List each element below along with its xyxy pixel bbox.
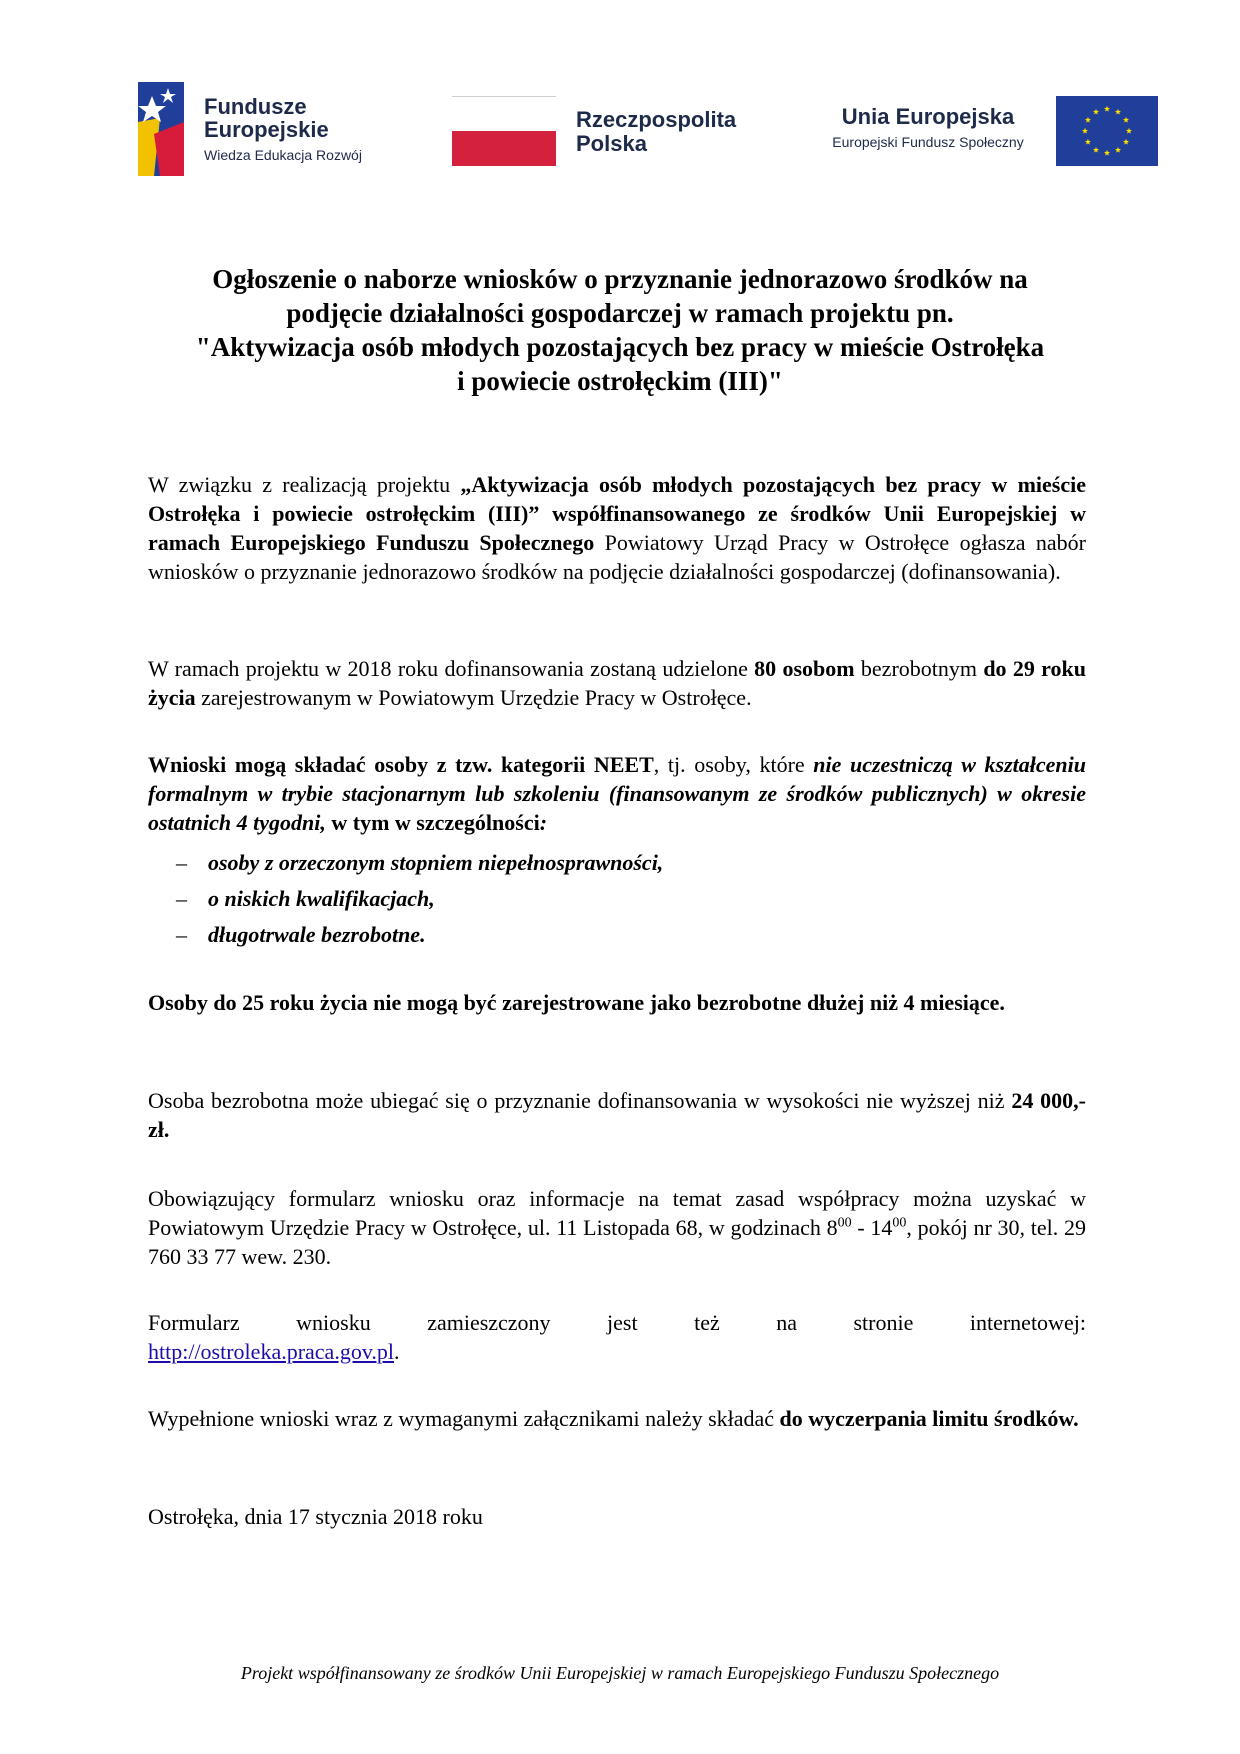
p7-word: na <box>776 1310 797 1335</box>
p7-word: też <box>694 1310 720 1335</box>
polish-flag-icon <box>452 96 556 166</box>
rzeczpospolita-logo-text <box>576 108 736 156</box>
p7-word: internetowej: <box>969 1310 1086 1335</box>
p7-word: Formularz <box>148 1310 240 1335</box>
fundusze-europejskie-logo <box>138 82 398 176</box>
dash-bullet: – <box>176 886 187 911</box>
paragraph-amount <box>148 1086 1086 1144</box>
p2-text-c: bezrobotnym <box>854 656 984 681</box>
unia-europejska-logo-text <box>820 104 1036 154</box>
p7-after: . <box>394 1339 400 1364</box>
p8-limit: do wyczerpania limitu środków. <box>779 1406 1079 1431</box>
eu-flag-icon <box>1056 96 1158 166</box>
rp-line2: Polska <box>576 131 647 156</box>
fundusze-tagline: Wiedza Edukacja Rozwój <box>204 147 362 163</box>
p4-text: Osoby do 25 roku życia nie mogą być zarejestrowane jako bezrobotne dłużej niż 4 miesiące. <box>148 990 1005 1015</box>
p3-text-a: Wnioski mogą składać osoby z tzw. kategorii NEET <box>148 752 654 777</box>
paragraph-submission <box>148 1404 1086 1433</box>
dash-bullet: – <box>176 922 187 947</box>
p5-amount: 24 000,- zł. <box>148 1088 1087 1142</box>
p6-text-a: Obowiązujący formularz wniosku oraz informacje na temat zasad współpracy można uzyskać w Powiatowym Urzędzie Pracy w Ostrołęce, ul. 11 Listopada 68, w godzinach 8 <box>148 1186 1086 1240</box>
p1-project-name: „Aktywizacja osób młodych pozostających bez pracy w mieście Ostrołęka i powiecie ostrołęckim (III)” współfinansowanego ze środków Unii Europejskiej w ramach Europejskiego Funduszu Społecznego <box>148 472 1086 555</box>
p2-count: 80 osobom <box>754 656 855 681</box>
p6-sup-2: 00 <box>892 1215 907 1231</box>
dash-bullet: – <box>176 850 187 875</box>
rp-line1: Rzeczpospolita <box>576 107 737 132</box>
p5-text-a: Osoba bezrobotna może ubiegać się o przyznanie dofinansowania w wysokości nie wyższej niż <box>148 1088 1012 1113</box>
fundusze-line: Fundusze <box>204 94 307 119</box>
p3-colon: : <box>539 810 548 835</box>
p7-word: stronie <box>853 1310 914 1335</box>
flag-red-stripe <box>452 131 556 166</box>
p7-spread-line <box>148 1308 1086 1337</box>
logo-bar <box>0 0 1240 200</box>
p1-text-a: W związku z realizacją projektu <box>148 472 461 497</box>
europejskie-line: Europejskie <box>204 117 329 142</box>
p7-word: wniosku <box>296 1310 371 1335</box>
p7-word: jest <box>607 1310 638 1335</box>
paragraph-contact <box>148 1184 1086 1271</box>
list-item <box>148 917 1086 953</box>
p6-text-c: , pokój nr 30, tel. 29 760 33 77 wew. 230. <box>148 1215 1086 1269</box>
p3-criteria: nie uczestniczą w kształceniu formalnym w trybie stacjonarnym lub szkoleniu (finansowanym ze środków publicznych) w okresie ostatnich 4 tygodni, <box>148 752 1087 835</box>
flag-white-stripe <box>452 96 556 132</box>
announcement-title <box>150 262 1090 398</box>
title-line-1: Ogłoszenie o naborze wniosków o przyznanie jednorazowo środków na <box>212 264 1028 294</box>
p7-word: zamieszczony <box>427 1310 551 1335</box>
p8-text-a: Wypełnione wnioski wraz z wymaganymi załącznikami należy składać <box>148 1406 780 1431</box>
p3-text-d: w tym w szczególności <box>325 810 540 835</box>
fundusze-europejskie-emblem-icon <box>138 82 184 176</box>
place-and-date <box>148 1502 1086 1531</box>
ue-line2: Europejski Fundusz Społeczny <box>832 134 1024 150</box>
list-item <box>148 881 1086 917</box>
bullet-text: osoby z orzeczonym stopniem niepełnosprawności, <box>208 850 664 875</box>
title-line-4: i powiecie ostrołęckim (III)" <box>457 366 783 396</box>
footer-note: Projekt współfinansowany ze środków Unii Europejskiej w ramach Europejskiego Funduszu Społecznego <box>240 1663 1000 1683</box>
title-line-3: "Aktywizacja osób młodych pozostających bez pracy w mieście Ostrołęka <box>195 332 1045 362</box>
list-item <box>148 845 1086 881</box>
bullet-text: długotrwale bezrobotne. <box>208 922 426 947</box>
paragraph-website <box>148 1308 1086 1366</box>
p1-text-c: Powiatowy Urząd Pracy w Ostrołęce ogłasza nabór wniosków o przyznanie jednorazowo środków na podjęcie działalności gospodarczej (dofinansowania). <box>148 530 1087 584</box>
p2-age: do 29 roku życia <box>148 656 1086 710</box>
paragraph-age-limit <box>148 988 1086 1017</box>
title-line-2: podjęcie działalności gospodarczej w ramach projektu pn. <box>286 298 954 328</box>
paragraph-project-intro <box>148 470 1086 586</box>
bullet-text: o niskich kwalifikacjach, <box>208 886 435 911</box>
paragraph-beneficiaries <box>148 654 1086 712</box>
ue-line1: Unia Europejska <box>841 104 1015 129</box>
paragraph-eligibility <box>148 750 1086 953</box>
p2-text-e: zarejestrowanym w Powiatowym Urzędzie Pracy w Ostrołęce. <box>195 685 752 710</box>
p3-text-b: , tj. osoby, które <box>653 752 814 777</box>
p6-sup-1: 00 <box>837 1215 852 1231</box>
p2-text-a: W ramach projektu w 2018 roku dofinansowania zostaną udzielone <box>148 656 755 681</box>
website-link[interactable]: http://ostroleka.praca.gov.pl <box>148 1339 395 1364</box>
date-line: Ostrołęka, dnia 17 stycznia 2018 roku <box>148 1504 483 1529</box>
eligibility-list <box>148 845 1086 953</box>
p6-text-b: - 14 <box>851 1215 893 1240</box>
